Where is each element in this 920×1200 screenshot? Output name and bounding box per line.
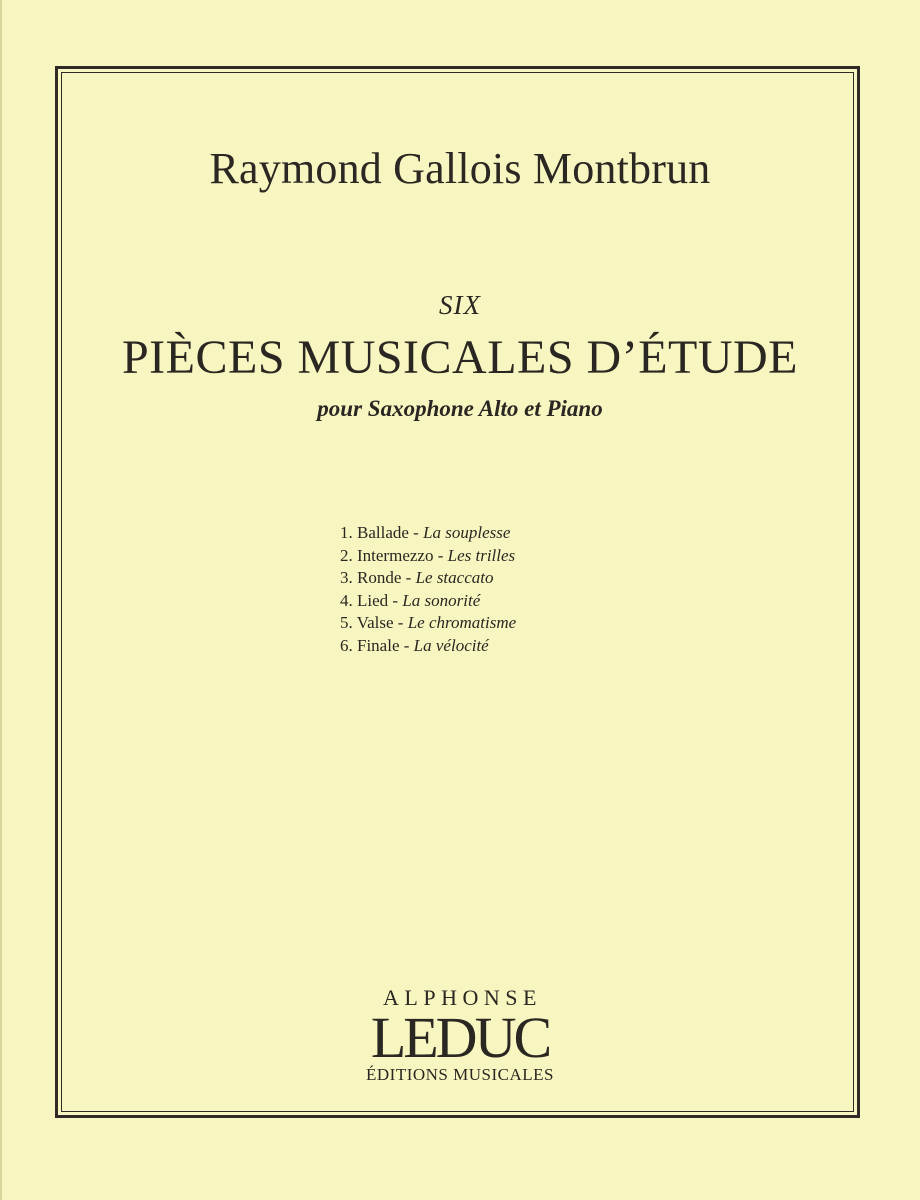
publisher-line-bottom: ÉDITIONS MUSICALES xyxy=(366,1065,554,1084)
contents-item: 3. Ronde - Le staccato xyxy=(340,568,494,587)
publisher-logo xyxy=(0,985,920,1086)
contents-item: 2. Intermezzo - Les trilles xyxy=(340,545,516,565)
publisher-name: LEDUC xyxy=(370,1005,550,1070)
contents-item: 4. Lied - La sonorité xyxy=(340,590,481,610)
item-piece: Ronde xyxy=(357,568,402,587)
item-theme: La sonorité xyxy=(402,590,481,610)
composer-name: Raymond Gallois Montbrun xyxy=(209,144,711,193)
item-piece: Finale xyxy=(357,635,400,655)
item-piece: Intermezzo xyxy=(357,545,434,565)
collection-count: SIX xyxy=(439,290,481,320)
work-title: PIÈCES MUSICALES D’ÉTUDE xyxy=(121,331,798,384)
item-piece: Valse xyxy=(356,613,394,632)
item-number: 2. xyxy=(340,545,353,565)
contents-item: 6. Finale - La vélocité xyxy=(340,635,489,655)
item-number: 1. xyxy=(340,523,353,542)
item-theme: Les trilles xyxy=(447,545,516,565)
item-piece: Lied xyxy=(357,590,389,610)
contents-list xyxy=(340,522,516,657)
item-number: 4. xyxy=(340,590,353,610)
item-theme: La souplesse xyxy=(423,523,511,542)
item-theme: La vélocité xyxy=(413,635,489,655)
item-number: 3. xyxy=(340,568,353,587)
item-piece: Ballade xyxy=(357,523,409,542)
instrumentation: pour Saxophone Alto et Piano xyxy=(317,396,603,421)
contents-item: 5. Valse - Le chromatisme xyxy=(340,613,517,632)
item-number: 5. xyxy=(340,613,353,632)
contents-item: 1. Ballade - La souplesse xyxy=(340,523,511,542)
item-theme: Le staccato xyxy=(415,568,494,587)
item-theme: Le chromatisme xyxy=(407,613,517,632)
publisher-line-top: ALPHONSE xyxy=(383,985,542,1010)
item-number: 6. xyxy=(340,635,353,655)
